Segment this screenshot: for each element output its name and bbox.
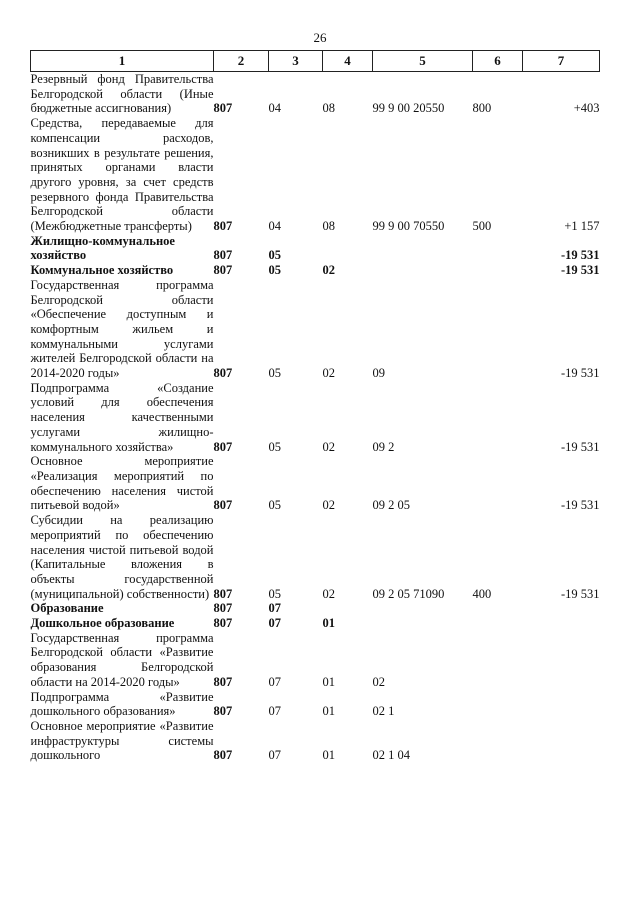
row-amount bbox=[523, 601, 600, 616]
header-col-3: 3 bbox=[269, 51, 323, 72]
header-col-7: 7 bbox=[523, 51, 600, 72]
row-target-article: 02 1 04 bbox=[372, 748, 410, 763]
row-section-code: 05 bbox=[268, 366, 281, 381]
row-section-code: 04 bbox=[268, 101, 281, 116]
row-amount bbox=[523, 690, 600, 719]
row-amount: -19 531 bbox=[560, 263, 600, 278]
row-expense-type bbox=[473, 381, 523, 455]
row-name: Государственная программа Белгородской области «Развитие образования Белгородской области на 2014-2020 годы» bbox=[30, 630, 214, 689]
row-ministry-code: 807 bbox=[213, 748, 233, 763]
row-section-code: 05 bbox=[268, 248, 281, 263]
row-subsection-code: 02 bbox=[322, 586, 335, 601]
header-row bbox=[31, 51, 600, 72]
row-subsection-code: 01 bbox=[322, 674, 335, 689]
row-amount: +403 bbox=[573, 101, 600, 116]
row-target-article: 02 1 bbox=[372, 704, 395, 719]
row-target-article bbox=[373, 601, 473, 616]
row-ministry-code: 807 bbox=[213, 498, 233, 513]
row-name: Субсидии на реализацию мероприятий по обеспечению населения чистой питьевой водой (Капитальные вложения в объекты государственной (муниципальной) собственности) bbox=[30, 513, 214, 601]
row-subsection-code: 01 bbox=[322, 704, 335, 719]
row-target-article bbox=[373, 263, 473, 278]
row-expense-type bbox=[473, 719, 523, 763]
row-subsection-code: 02 bbox=[322, 263, 335, 278]
row-subsection-code bbox=[323, 234, 373, 263]
table-row bbox=[31, 513, 600, 601]
row-ministry-code: 807 bbox=[213, 219, 233, 234]
row-target-article: 99 9 00 70550 bbox=[372, 219, 445, 234]
row-section-code: 05 bbox=[268, 586, 281, 601]
row-section-code: 07 bbox=[268, 674, 281, 689]
row-amount bbox=[523, 616, 600, 631]
row-subsection-code: 08 bbox=[322, 101, 335, 116]
row-subsection-code: 02 bbox=[322, 498, 335, 513]
row-name: Образование bbox=[30, 601, 104, 616]
row-ministry-code: 807 bbox=[213, 601, 233, 616]
table-row bbox=[31, 72, 600, 117]
row-target-article: 09 2 bbox=[372, 439, 395, 454]
row-ministry-code: 807 bbox=[213, 248, 233, 263]
table-row bbox=[31, 381, 600, 455]
row-expense-type bbox=[473, 234, 523, 263]
row-amount: -19 531 bbox=[560, 366, 600, 381]
table-row bbox=[31, 690, 600, 719]
row-name: Средства, передаваемые для компенсации расходов, возникших в результате решения, принятых органами власти другого уровня, за счет средств резервного фонда Правительства Белгородской области (Межбюджетные трансферты) bbox=[30, 116, 214, 234]
row-name: Основное мероприятие «Развитие инфраструктуры системы дошкольного bbox=[30, 718, 214, 763]
row-ministry-code: 807 bbox=[213, 263, 233, 278]
row-ministry-code: 807 bbox=[213, 704, 233, 719]
table-row bbox=[31, 263, 600, 278]
page-number: 26 bbox=[313, 30, 327, 45]
row-ministry-code: 807 bbox=[213, 366, 233, 381]
row-expense-type bbox=[473, 616, 523, 631]
row-amount: -19 531 bbox=[560, 439, 600, 454]
row-section-code: 04 bbox=[268, 219, 281, 234]
header-col-4: 4 bbox=[323, 51, 373, 72]
row-target-article: 09 2 05 bbox=[372, 498, 410, 513]
row-ministry-code: 807 bbox=[213, 101, 233, 116]
row-ministry-code: 807 bbox=[213, 586, 233, 601]
row-expense-type: 800 bbox=[472, 101, 492, 116]
row-subsection-code: 02 bbox=[322, 439, 335, 454]
row-name: Государственная программа Белгородской области «Обеспечение доступным и комфортным жильем и коммунальными услугами жителей Белгородской области на 2014-2020 годы» bbox=[30, 277, 214, 381]
row-section-code: 07 bbox=[268, 704, 281, 719]
row-target-article: 09 bbox=[372, 366, 385, 381]
row-name: Коммунальное хозяйство bbox=[30, 263, 174, 278]
table-row bbox=[31, 116, 600, 234]
row-section-code: 07 bbox=[268, 748, 281, 763]
row-subsection-code: 01 bbox=[322, 748, 335, 763]
header-col-1: 1 bbox=[31, 51, 214, 72]
table-row bbox=[31, 631, 600, 690]
row-expense-type: 400 bbox=[472, 586, 492, 601]
row-amount: -19 531 bbox=[560, 586, 600, 601]
row-subsection-code: 08 bbox=[322, 219, 335, 234]
row-expense-type bbox=[473, 263, 523, 278]
budget-table bbox=[30, 50, 600, 763]
table-row bbox=[31, 616, 600, 631]
row-subsection-code: 02 bbox=[322, 366, 335, 381]
table-row bbox=[31, 601, 600, 616]
row-expense-type bbox=[473, 454, 523, 513]
row-name: Дошкольное образование bbox=[30, 616, 175, 631]
table-row bbox=[31, 454, 600, 513]
row-amount bbox=[523, 719, 600, 763]
row-name: Подпрограмма «Развитие дошкольного образования» bbox=[30, 689, 214, 719]
row-expense-type: 500 bbox=[472, 219, 492, 234]
row-ministry-code: 807 bbox=[213, 616, 233, 631]
row-target-article bbox=[373, 234, 473, 263]
header-col-6: 6 bbox=[473, 51, 523, 72]
row-section-code: 05 bbox=[268, 263, 281, 278]
row-expense-type bbox=[473, 690, 523, 719]
row-name: Резервный фонд Правительства Белгородской области (Иные бюджетные ассигнования) bbox=[30, 72, 214, 116]
row-section-code: 07 bbox=[268, 616, 281, 631]
row-section-code: 05 bbox=[268, 498, 281, 513]
row-target-article: 09 2 05 71090 bbox=[372, 586, 445, 601]
row-name: Основное мероприятие «Реализация мероприятий по обеспечению населения чистой питьевой водой» bbox=[30, 454, 214, 513]
header-col-2: 2 bbox=[214, 51, 269, 72]
row-expense-type bbox=[473, 601, 523, 616]
row-ministry-code: 807 bbox=[213, 674, 233, 689]
row-subsection-code bbox=[323, 601, 373, 616]
row-amount: -19 531 bbox=[560, 498, 600, 513]
row-target-article: 02 bbox=[372, 674, 385, 689]
row-ministry-code: 807 bbox=[213, 439, 233, 454]
row-section-code: 05 bbox=[268, 439, 281, 454]
row-amount: -19 531 bbox=[560, 248, 600, 263]
row-name: Подпрограмма «Создание условий для обеспечения населения качественными услугами жилищно-коммунального хозяйства» bbox=[30, 380, 214, 454]
table-row bbox=[31, 234, 600, 263]
row-target-article: 99 9 00 20550 bbox=[372, 101, 445, 116]
row-subsection-code: 01 bbox=[322, 616, 335, 631]
row-target-article bbox=[373, 616, 473, 631]
row-name: Жилищно-коммунальное хозяйство bbox=[30, 233, 175, 263]
table-row bbox=[31, 719, 600, 763]
row-expense-type bbox=[473, 631, 523, 690]
row-amount bbox=[523, 631, 600, 690]
row-amount: +1 157 bbox=[564, 219, 600, 234]
row-section-code: 07 bbox=[268, 601, 281, 616]
table-row bbox=[31, 278, 600, 381]
header-col-5: 5 bbox=[373, 51, 473, 72]
row-expense-type bbox=[473, 278, 523, 381]
